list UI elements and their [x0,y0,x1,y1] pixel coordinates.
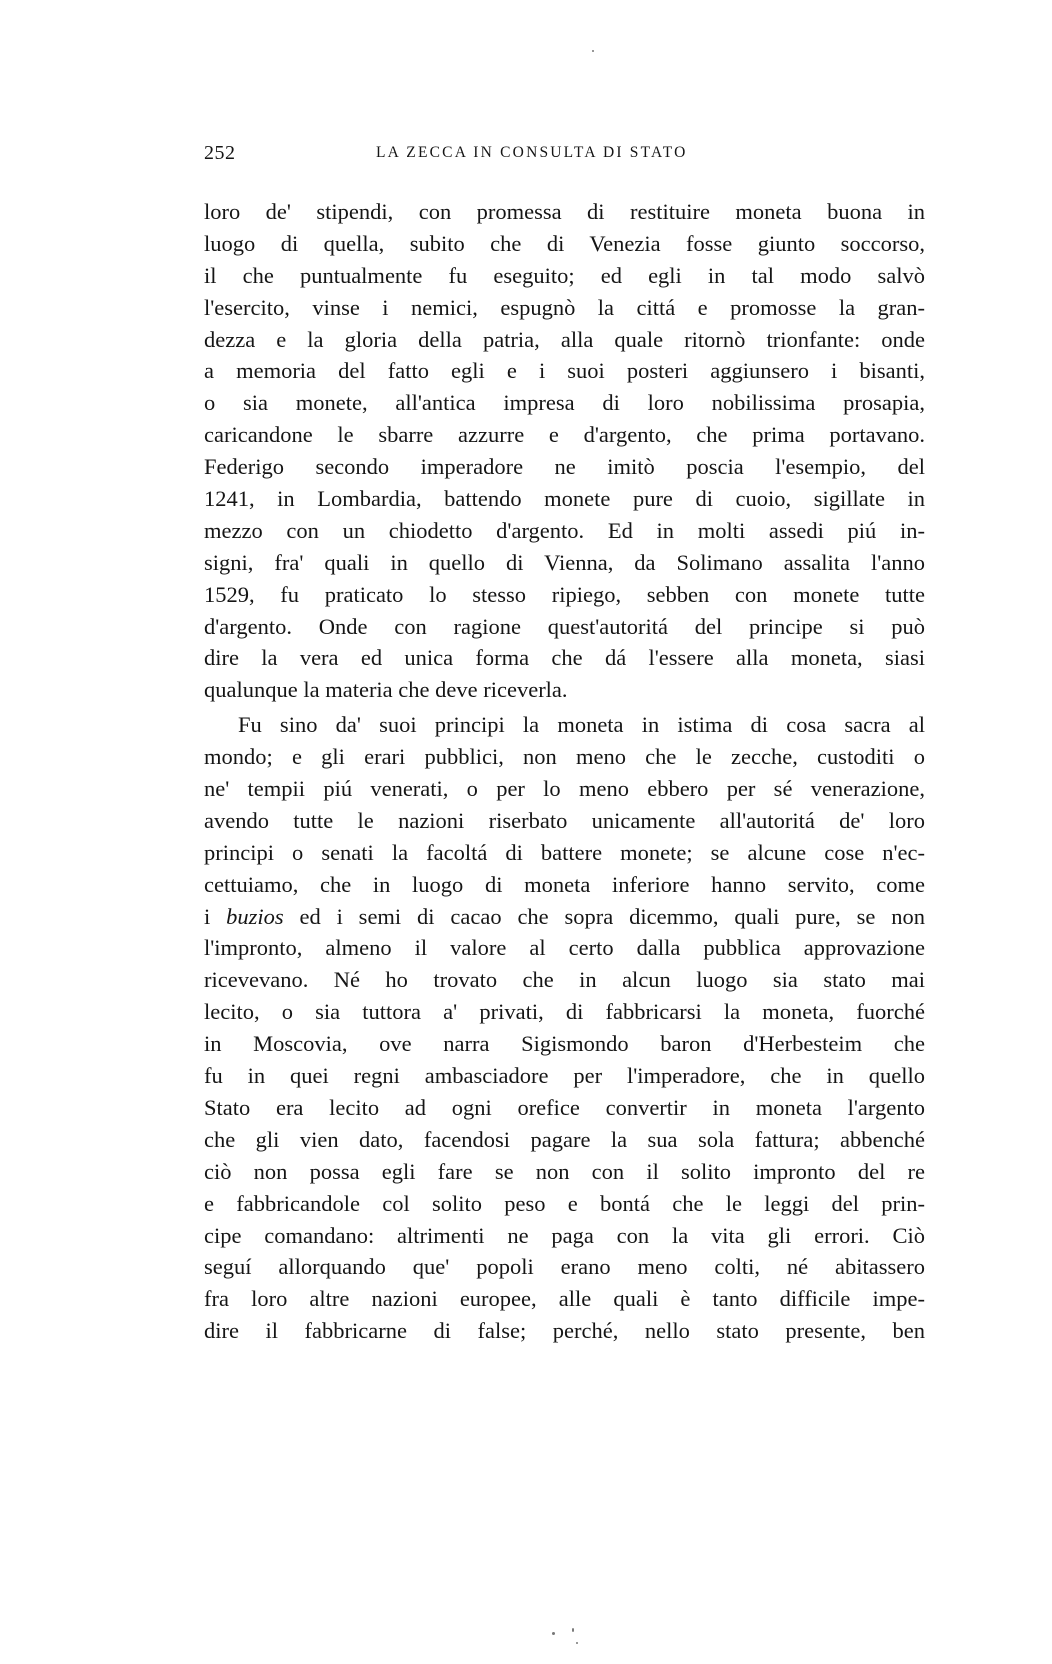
text-line: 1529, fu praticato lo stesso ripiego, sebben con monete tutte [204,581,925,607]
scan-speck [552,1632,555,1635]
text-line: o sia monete, all'antica impresa di loro nobilissima prosapia, [204,390,925,416]
text-segment: ed i semi di cacao che sopra dicemmo, quali pure, se non [283,903,925,929]
text-line: Fu sino da' suoi principi la moneta in istima di cosa sacra al [238,712,925,738]
text-line: Federigo secondo imperadore ne imitò poscia l'esempio, del [204,454,925,480]
text-line: mezzo con un chiodetto d'argento. Ed in molti assedi piú in- [204,517,925,543]
text-line: in Moscovia, ove narra Sigismondo baron d'Herbesteim che [204,1031,925,1057]
text-line: principi o senati la facoltá di battere monete; se alcune cose n'ec- [204,839,925,865]
text-line: seguí allorquando que' popoli erano meno colti, né abitassero [204,1254,925,1280]
text-line: signi, fra' quali in quello di Vienna, da Solimano assalita l'anno [204,549,925,575]
text-line: cipe comandano: altrimenti ne paga con la vita gli errori. Ciò [204,1222,925,1248]
text-line: d'argento. Onde con ragione quest'autoritá del principe si può [204,613,925,639]
text-line: caricandone le sbarre azzurre e d'argento, che prima portavano. [204,422,925,448]
text-line: dezza e la gloria della patria, alla quale ritornò trionfante: onde [204,326,925,352]
scan-speck [572,1628,574,1632]
text-line: qualunque la materia che deve riceverla. [204,677,568,703]
text-line: fra loro altre nazioni europee, alle quali è tanto difficile impe- [204,1286,925,1312]
text-line: luogo di quella, subito che di Venezia fosse giunto soccorso, [204,230,925,256]
text-line: che gli vien dato, facendosi pagare la sua sola fattura; abbenché [204,1126,925,1152]
text-line: cettuiamo, che in luogo di moneta inferiore hanno servito, come [204,871,925,897]
text-line: ciò non possa egli fare se non con il solito impronto del re [204,1158,925,1184]
text-line: e fabbricandole col solito peso e bontá che le leggi del prin- [204,1190,925,1216]
text-line: dire il fabbricarne di false; perché, nello stato presente, ben [204,1318,925,1344]
running-title: LA ZECCA IN CONSULTA DI STATO [376,144,688,161]
body-text [204,196,925,1347]
text-line: ricevevano. Né ho trovato che in alcun luogo sia stato mai [204,967,925,993]
text-segment: i [204,903,227,929]
text-line: il che puntualmente fu eseguito; ed egli in tal modo salvò [204,262,925,288]
text-line: l'impronto, almeno il valore al certo dalla pubblica approvazione [204,935,925,961]
scan-speck [592,50,594,52]
text-line: mondo; e gli erari pubblici, non meno che le zecche, custoditi o [204,744,925,770]
scan-speck [576,1642,578,1644]
text-line: Stato era lecito ad ogni orefice convertir in moneta l'argento [204,1094,925,1120]
text-line: lecito, o sia tuttora a' privati, di fabbricarsi la moneta, fuorché [204,999,925,1025]
italic-term: buzios [226,903,284,929]
text-line [204,901,925,933]
text-line: ne' tempii piú venerati, o per lo meno ebbero per sé venerazione, [204,776,925,802]
text-line: a memoria del fatto egli e i suoi posteri aggiunsero i bisanti, [204,358,925,384]
text-line: dire la vera ed unica forma che dá l'essere alla moneta, siasi [204,645,925,671]
text-line: l'esercito, vinse i nemici, espugnò la cittá e promosse la gran- [204,294,925,320]
text-line: fu in quei regni ambasciadore per l'imperadore, che in quello [204,1063,925,1089]
running-head [204,142,925,168]
text-line: loro de' stipendi, con promessa di restituire moneta buona in [204,199,925,224]
text-line: avendo tutte le nazioni riserbato unicamente all'autoritá de' loro [204,807,925,833]
page-number: 252 [204,142,236,164]
text-line: 1241, in Lombardia, battendo monete pure di cuoio, sigillate in [204,486,925,512]
